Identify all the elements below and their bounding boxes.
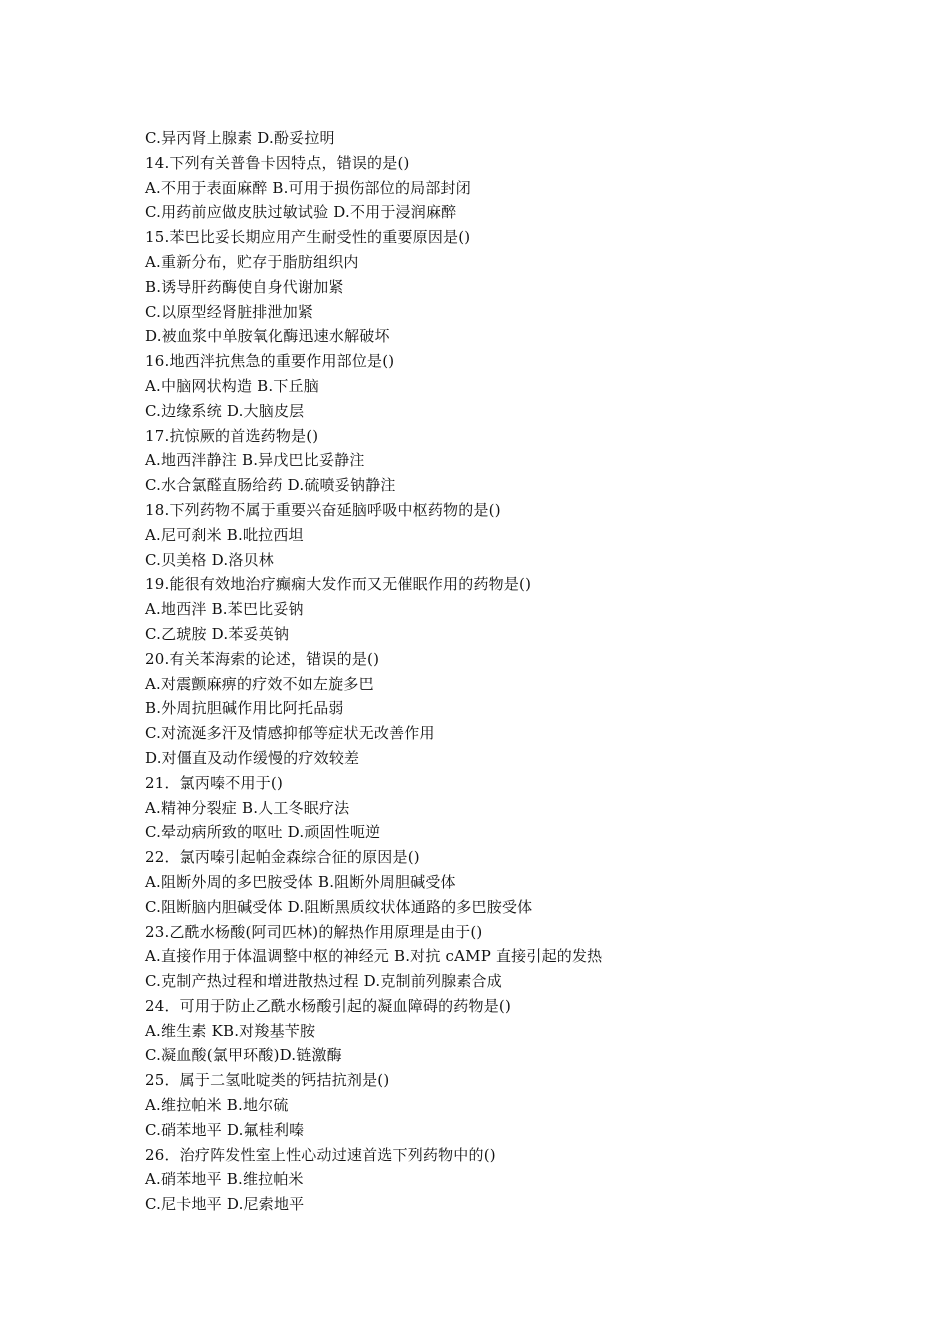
- question-26: 26．治疗阵发性室上性心动过速首选下列药物中的(): [145, 1145, 496, 1164]
- question-25: 25．属于二氢吡啶类的钙拮抗剂是(): [145, 1071, 390, 1090]
- question-16: 16.地西泮抗焦急的重要作用部位是(): [145, 352, 395, 371]
- text-line: A.维拉帕米 B.地尔硫: [145, 1096, 289, 1115]
- text-line: C.硝苯地平 D.氟桂利嗪: [145, 1120, 305, 1139]
- text-line: C.贝美格 D.洛贝林: [145, 550, 274, 569]
- text-line: A.硝苯地平 B.维拉帕米: [145, 1170, 304, 1189]
- question-24: 24．可用于防止乙酰水杨酸引起的凝血障碍的药物是(): [145, 996, 511, 1015]
- text-line: A.尼可刹米 B.吡拉西坦: [145, 525, 304, 544]
- question-22: 22．氯丙嗪引起帕金森综合征的原因是(): [145, 848, 420, 867]
- text-line: C.以原型经肾脏排泄加紧: [145, 302, 314, 321]
- text-line: A.重新分布，贮存于脂肪组织内: [145, 252, 359, 271]
- question-19: 19.能很有效地治疗癫痫大发作而又无催眠作用的药物是(): [145, 575, 532, 594]
- text-line: C.用药前应做皮肤过敏试验 D.不用于浸润麻醉: [145, 203, 457, 222]
- text-line: C.水合氯醛直肠给药 D.硫喷妥钠静注: [145, 476, 396, 495]
- text-line: A.精神分裂症 B.人工冬眠疗法: [145, 798, 350, 817]
- text-line: A.不用于表面麻醉 B.可用于损伤部位的局部封闭: [145, 178, 471, 197]
- text-line: C.异丙肾上腺素 D.酚妥拉明: [145, 129, 335, 147]
- text-line: A.维生素 KB.对羧基苄胺: [145, 1021, 316, 1040]
- text-line: A.中脑网状构造 B.下丘脑: [145, 376, 319, 395]
- text-line: A.地西泮静注 B.异戊巴比妥静注: [145, 451, 365, 470]
- text-line: D.对僵直及动作缓慢的疗效较差: [145, 748, 360, 767]
- document-body: [145, 126, 865, 1217]
- text-line: C.对流涎多汗及情感抑郁等症状无改善作用: [145, 724, 435, 743]
- text-line: C.晕动病所致的呕吐 D.顽固性呃逆: [145, 823, 381, 842]
- text-line: A.对震颤麻痹的疗效不如左旋多巴: [145, 674, 374, 693]
- text-line: C.凝血酸(氯甲环酸)D.链激酶: [145, 1046, 342, 1065]
- text-line: B.外周抗胆碱作用比阿托品弱: [145, 699, 344, 718]
- question-21: 21．氯丙嗪不用于(): [145, 773, 283, 792]
- text-line: C.克制产热过程和增进散热过程 D.克制前列腺素合成: [145, 972, 502, 991]
- text-line: D.被血浆中单胺氧化酶迅速水解破坏: [145, 327, 390, 346]
- text-line: A.阻断外周的多巴胺受体 B.阻断外周胆碱受体: [145, 872, 456, 891]
- text-line: B.诱导肝药酶使自身代谢加紧: [145, 277, 344, 296]
- text-line: A.直接作用于体温调整中枢的神经元 B.对抗 cAMP 直接引起的发热: [145, 947, 603, 966]
- text-line: C.乙琥胺 D.苯妥英钠: [145, 624, 290, 643]
- question-14: 14.下列有关普鲁卡因特点，错误的是(): [145, 153, 410, 172]
- question-23: 23.乙酰水杨酸(阿司匹林)的解热作用原理是由于(): [145, 922, 483, 941]
- text-line: C.尼卡地平 D.尼索地平: [145, 1195, 305, 1214]
- question-20: 20.有关苯海索的论述，错误的是(): [145, 649, 380, 668]
- question-17: 17.抗惊厥的首选药物是(): [145, 426, 319, 445]
- question-15: 15.苯巴比妥长期应用产生耐受性的重要原因是(): [145, 228, 471, 247]
- text-line: C.边缘系统 D.大脑皮层: [145, 401, 305, 420]
- text-line: A.地西泮 B.苯巴比妥钠: [145, 600, 304, 619]
- question-18: 18.下列药物不属于重要兴奋延脑呼吸中枢药物的是(): [145, 500, 501, 519]
- text-line: C.阻断脑内胆碱受体 D.阻断黑质纹状体通路的多巴胺受体: [145, 897, 533, 916]
